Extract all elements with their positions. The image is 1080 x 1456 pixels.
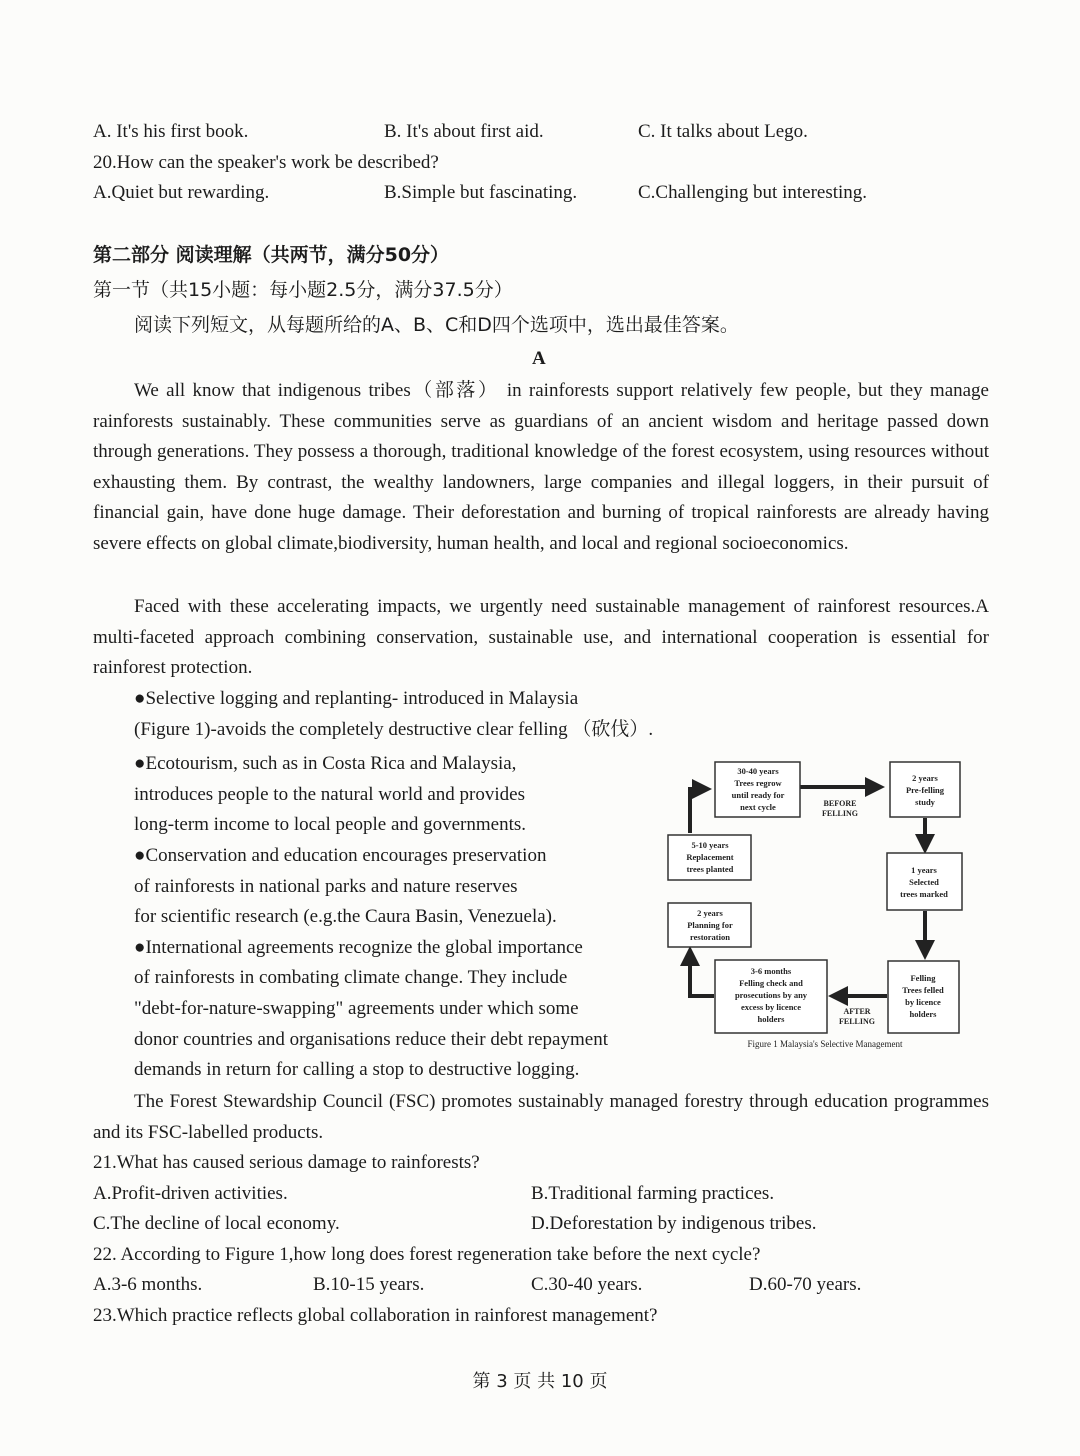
box-line: 30-40 years [737,766,779,776]
box-line: 5-10 years [691,840,729,850]
passage-paragraph-2: Faced with these accelerating impacts, we urgently need sustainable management of rainforest resources.A multi-faceted approach combining conservation, sustainable use, and international cooperation is essential for rainforest protection. [93,596,989,679]
bullet-line: introduces people to the natural world and provides [134,783,525,805]
bullet-line: donor countries and organisations reduce their debt repayment [134,1028,608,1050]
box-line: restoration [690,932,730,942]
q22-stem: 22. According to Figure 1,how long does forest regeneration take before the next cycle? [93,1244,761,1265]
after-felling-label: FELLING [838,1017,876,1026]
before-felling-label: BEFORE [823,799,857,808]
box-line: prosecutions by any [734,990,808,1000]
q21-option-c: C.The decline of local economy. [93,1213,340,1234]
bullet-line: of rainforests in national parks and nature reserves [134,875,518,897]
figure-caption: Figure 1 Malaysia's Selective Management [747,1039,903,1049]
box-line: excess by licence [741,1002,801,1012]
box-line: holders [909,1009,937,1019]
box-line: 2 years [697,908,723,918]
instruction: 阅读下列短文，从每题所给的A、B、C和D四个选项中，选出最佳答案。 [134,314,739,336]
passage-label: A [532,348,546,369]
arrow-left-lower [690,950,714,996]
q19-option-a: A. It's his first book. [93,121,249,142]
box-line: by licence [905,997,941,1007]
q20-option-c: C.Challenging but interesting. [638,182,868,203]
bullet-list [134,684,654,1086]
arrow-left-upper [690,789,708,833]
box-line: Planning for [687,920,733,930]
box-line: Selected [909,877,939,887]
bullet-line: ●International agreements recognize the global importance [134,936,583,958]
q20-stem: 20.How can the speaker's work be described? [93,152,439,173]
q21-option-a: A.Profit-driven activities. [93,1183,288,1204]
box-line: next cycle [740,802,776,812]
q22-option-d: D.60-70 years. [749,1274,862,1295]
page-footer: 第 3 页 共 10 页 [472,1371,608,1392]
bullet-line: ●Ecotourism, such as in Costa Rica and Malaysia, [134,753,517,775]
after-felling-label: AFTER [843,1007,871,1016]
box-line: Pre-felling [905,785,945,795]
box-line: trees marked [900,889,948,899]
passage-paragraph-1: We all know that indigenous tribes（部落） in rainforests support relatively few people, but they manage rainforests sustainably. These communities serve as guardians of an ancient wisdom and heritage passed down through generations. They possess a thorough, traditional knowledge of the forest ecosystem, using resources without exhausting them. By contrast, the wealthy landowners, large companies and illegal loggers, in their pursuit of financial gain, have done huge damage. Their deforestation and burning of tropical rainforests are already having severe effects on global climate,biodiversity, human health, and local and regional socioeconomics. [93,380,989,554]
box-line: holders [757,1014,785,1024]
box-line: study [915,797,935,807]
bullet-line: ●Selective logging and replanting- introduced in Malaysia [134,688,579,709]
box-line: trees planted [686,864,734,874]
q20-option-a: A.Quiet but rewarding. [93,182,270,203]
before-felling-label: FELLING [821,809,859,818]
bullet-line: "debt-for-nature-swapping" agreements under which some [134,997,579,1019]
q21-option-d: D.Deforestation by indigenous tribes. [531,1213,817,1234]
box-line: Felling check and [739,978,803,988]
bullet-line: (Figure 1)-avoids the completely destructive clear felling （砍伐）. [134,718,654,740]
q21-stem: 21.What has caused serious damage to rainforests? [93,1152,480,1173]
section1-title: 第一节（共15小题：每小题2.5分，满分37.5分） [93,279,513,301]
box-line: Trees felled [902,985,944,995]
q22-option-c: C.30-40 years. [531,1274,643,1295]
box-line: Replacement [686,852,734,862]
q22-option-a: A.3-6 months. [93,1274,203,1295]
q23-stem: 23.Which practice reflects global collaboration in rainforest management? [93,1305,658,1326]
box-line: Trees regrow [734,778,782,788]
passage-paragraph-3: The Forest Stewardship Council (FSC) promotes sustainably managed forestry through education programmes and its FSC-labelled products. [93,1091,989,1143]
box-line: 3-6 months [750,966,792,976]
bullet-line: long-term income to local people and governments. [134,814,527,836]
q19-option-b: B. It's about first aid. [384,121,544,142]
bullet-line: ●Conservation and education encourages preservation [134,844,547,866]
bullet-line: demands in return for calling a stop to destructive logging. [134,1059,580,1081]
bullet-line: for scientific research (e.g.the Caura Basin, Venezuela). [134,906,557,928]
figure-1-diagram [662,758,967,1050]
box-line: 1 years [911,865,937,875]
box-line: Felling [910,973,936,983]
box-line: until ready for [731,790,785,800]
box-line: 2 years [912,773,938,783]
q21-option-b: B.Traditional farming practices. [531,1183,775,1204]
part2-title: 第二部分 阅读理解（共两节，满分50分） [93,244,450,266]
q22-option-b: B.10-15 years. [313,1274,425,1295]
q20-option-b: B.Simple but fascinating. [384,182,578,203]
bullet-line: of rainforests in combating climate change. They include [134,967,568,989]
q19-option-c: C. It talks about Lego. [638,121,808,142]
